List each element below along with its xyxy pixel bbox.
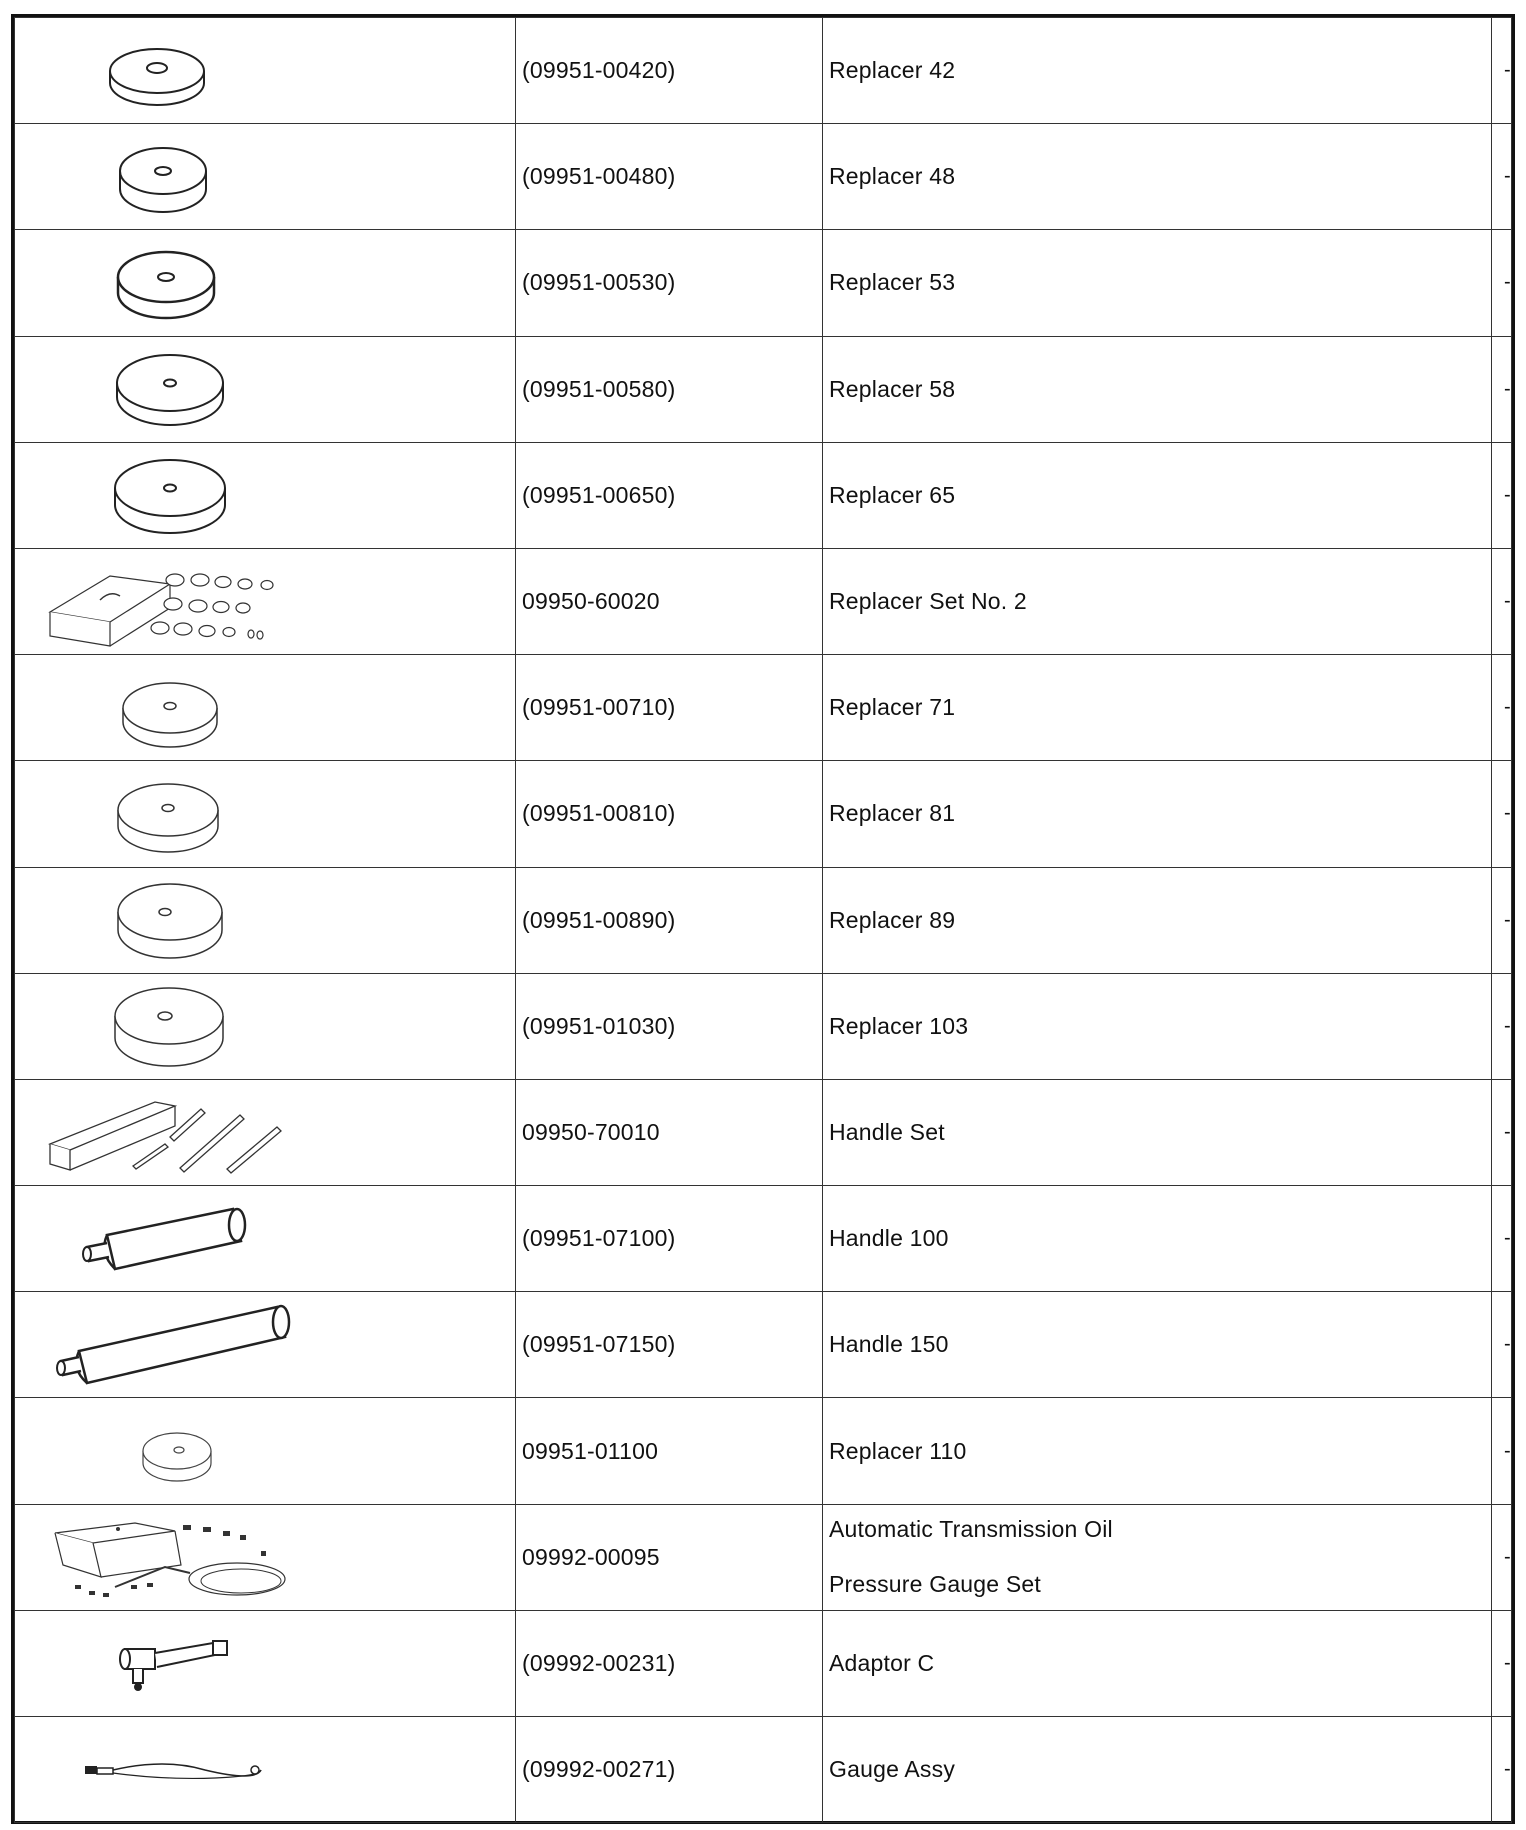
tool-name: Replacer Set No. 2 bbox=[823, 548, 1492, 654]
replacer-set-case-icon bbox=[15, 552, 515, 652]
part-number: (09951-07100) bbox=[516, 1186, 823, 1292]
illustration-cell bbox=[15, 655, 516, 761]
replacer-disc-icon bbox=[15, 21, 515, 121]
table-row bbox=[15, 548, 1512, 654]
part-number: 09951-01100 bbox=[516, 1398, 823, 1504]
table-row bbox=[15, 973, 1512, 1079]
illustration-cell bbox=[15, 867, 516, 973]
illustration-cell bbox=[15, 1079, 516, 1185]
remark: - bbox=[1492, 124, 1512, 230]
part-number: (09951-00890) bbox=[516, 867, 823, 973]
table-row bbox=[15, 1079, 1512, 1185]
remark: - bbox=[1492, 761, 1512, 867]
tool-name: Replacer 53 bbox=[823, 230, 1492, 336]
illustration-cell bbox=[15, 1398, 516, 1504]
table-row bbox=[15, 655, 1512, 761]
gauge-hose-icon bbox=[15, 1720, 515, 1820]
handle-set-icon bbox=[15, 1082, 515, 1182]
table-row bbox=[15, 230, 1512, 336]
part-number: (09951-00810) bbox=[516, 761, 823, 867]
illustration-cell bbox=[15, 336, 516, 442]
replacer-disc-icon bbox=[15, 764, 515, 864]
replacer-disc-icon bbox=[15, 233, 515, 333]
part-number: (09951-07150) bbox=[516, 1292, 823, 1398]
remark: - bbox=[1492, 1610, 1512, 1716]
table-row bbox=[15, 1717, 1512, 1823]
remark: - bbox=[1492, 336, 1512, 442]
remark: - bbox=[1492, 1079, 1512, 1185]
handle-long-icon bbox=[15, 1295, 515, 1395]
part-number: 09950-70010 bbox=[516, 1079, 823, 1185]
table-row bbox=[15, 336, 1512, 442]
illustration-cell bbox=[15, 442, 516, 548]
tool-name: Gauge Assy bbox=[823, 1717, 1492, 1823]
remark: - bbox=[1492, 1504, 1512, 1610]
tool-name: Handle 100 bbox=[823, 1186, 1492, 1292]
illustration-cell bbox=[15, 548, 516, 654]
part-number: (09951-00480) bbox=[516, 124, 823, 230]
gauge-set-case-icon bbox=[15, 1507, 515, 1607]
part-number: (09951-00650) bbox=[516, 442, 823, 548]
replacer-disc-icon bbox=[15, 127, 515, 227]
table-row bbox=[15, 442, 1512, 548]
part-number: 09992-00095 bbox=[516, 1504, 823, 1610]
replacer-disc-icon bbox=[15, 976, 515, 1076]
tool-name: Replacer 81 bbox=[823, 761, 1492, 867]
illustration-cell bbox=[15, 1610, 516, 1716]
part-number: (09951-01030) bbox=[516, 973, 823, 1079]
part-number: (09951-00580) bbox=[516, 336, 823, 442]
table-row bbox=[15, 1186, 1512, 1292]
special-tools-table bbox=[11, 14, 1515, 1824]
remark: - bbox=[1492, 867, 1512, 973]
tool-name: Replacer 110 bbox=[823, 1398, 1492, 1504]
illustration-cell bbox=[15, 1292, 516, 1398]
tool-name: Replacer 48 bbox=[823, 124, 1492, 230]
remark: - bbox=[1492, 442, 1512, 548]
table-row bbox=[15, 18, 1512, 124]
illustration-cell bbox=[15, 124, 516, 230]
replacer-disc-small-icon bbox=[15, 1401, 515, 1501]
replacer-disc-icon bbox=[15, 658, 515, 758]
tool-name-line1: Automatic Transmission Oil bbox=[829, 1516, 1113, 1543]
tool-name: Adaptor C bbox=[823, 1610, 1492, 1716]
tool-name: Handle Set bbox=[823, 1079, 1492, 1185]
tool-name: Replacer 58 bbox=[823, 336, 1492, 442]
remark: - bbox=[1492, 230, 1512, 336]
remark: - bbox=[1492, 1717, 1512, 1823]
tool-name: Replacer 89 bbox=[823, 867, 1492, 973]
illustration-cell bbox=[15, 230, 516, 336]
part-number: (09951-00530) bbox=[516, 230, 823, 336]
table-row bbox=[15, 1504, 1512, 1610]
replacer-disc-icon bbox=[15, 870, 515, 970]
remark: - bbox=[1492, 1398, 1512, 1504]
illustration-cell bbox=[15, 18, 516, 124]
tool-name-line2: Pressure Gauge Set bbox=[829, 1571, 1041, 1598]
remark: - bbox=[1492, 973, 1512, 1079]
tool-name: Handle 150 bbox=[823, 1292, 1492, 1398]
illustration-cell bbox=[15, 761, 516, 867]
part-number: (09992-00231) bbox=[516, 1610, 823, 1716]
part-number: 09950-60020 bbox=[516, 548, 823, 654]
illustration-cell bbox=[15, 973, 516, 1079]
table-row bbox=[15, 1398, 1512, 1504]
adaptor-icon bbox=[15, 1613, 515, 1713]
remark: - bbox=[1492, 1292, 1512, 1398]
table-row bbox=[15, 124, 1512, 230]
table-row bbox=[15, 867, 1512, 973]
illustration-cell bbox=[15, 1717, 516, 1823]
part-number: (09951-00710) bbox=[516, 655, 823, 761]
handle-short-icon bbox=[15, 1189, 515, 1289]
illustration-cell bbox=[15, 1504, 516, 1610]
part-number: (09992-00271) bbox=[516, 1717, 823, 1823]
tool-name: Replacer 71 bbox=[823, 655, 1492, 761]
illustration-cell bbox=[15, 1186, 516, 1292]
tool-name: Replacer 42 bbox=[823, 18, 1492, 124]
table-row bbox=[15, 1292, 1512, 1398]
part-number: (09951-00420) bbox=[516, 18, 823, 124]
tool-name bbox=[823, 1504, 1492, 1610]
table-row bbox=[15, 1610, 1512, 1716]
tool-name: Replacer 103 bbox=[823, 973, 1492, 1079]
table-row bbox=[15, 761, 1512, 867]
remark: - bbox=[1492, 655, 1512, 761]
remark: - bbox=[1492, 1186, 1512, 1292]
remark: - bbox=[1492, 18, 1512, 124]
remark: - bbox=[1492, 548, 1512, 654]
replacer-disc-icon bbox=[15, 339, 515, 439]
tool-name: Replacer 65 bbox=[823, 442, 1492, 548]
replacer-disc-icon bbox=[15, 445, 515, 545]
